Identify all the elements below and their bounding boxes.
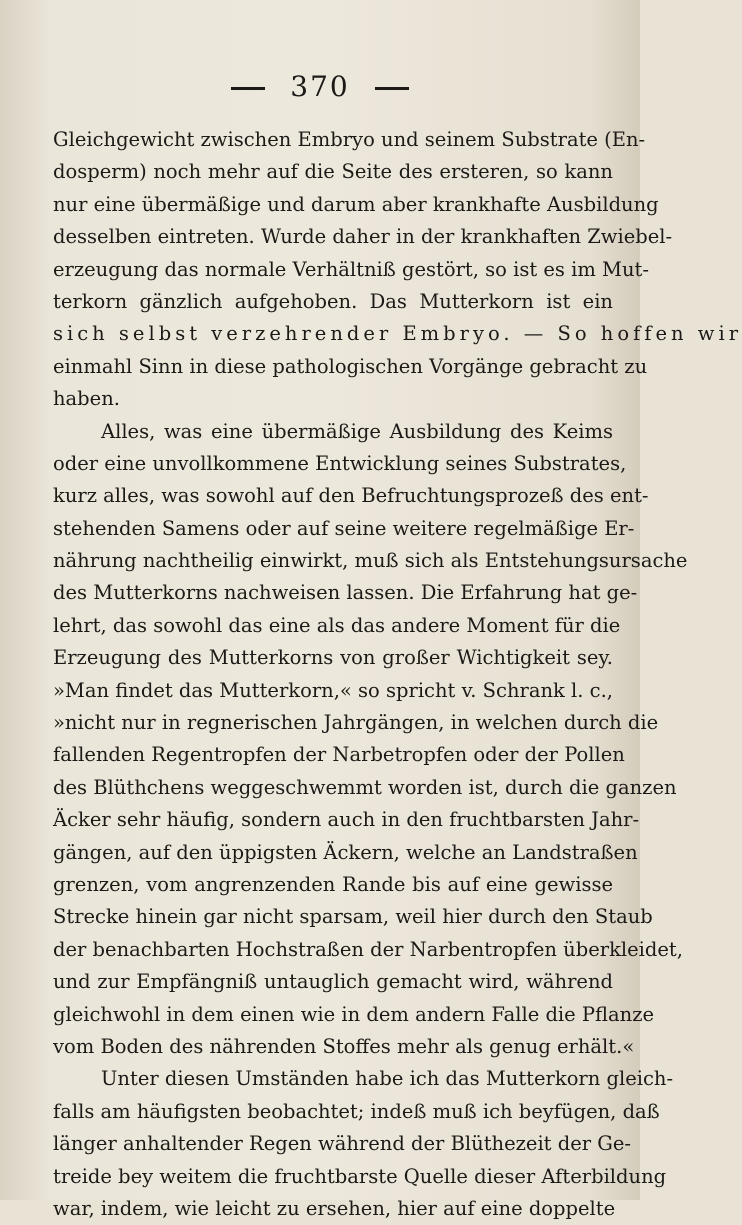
page-header	[0, 70, 640, 103]
text-line: grenzen, vom angrenzenden Rande bis auf eine gewisse	[53, 872, 613, 896]
body-text	[53, 124, 742, 1225]
header-dash-left	[231, 87, 265, 90]
text-line: terkorn gänzlich aufgehoben. Das Mutterkorn ist ein	[53, 289, 613, 313]
text-line: treide bey weitem die fruchtbarste Quelle dieser Afterbildung	[53, 1164, 667, 1188]
text-line: desselben eintreten. Wurde daher in der krankhaften Zwiebel-	[53, 225, 673, 249]
page-number: 370	[290, 70, 350, 103]
text-line: des Mutterkorns nachweisen lassen. Die Erfahrung hat ge-	[53, 581, 638, 605]
text-line: nur eine übermäßige und darum aber krankhafte Ausbildung	[53, 192, 659, 216]
text-line: und zur Empfängniß untauglich gemacht wird, während	[53, 970, 613, 994]
text-line: stehenden Samens oder auf seine weitere regelmäßige Er-	[53, 516, 635, 540]
text-line: haben.	[53, 387, 120, 411]
text-line: falls am häufigsten beobachtet; indeß muß ich beyfügen, daß	[53, 1099, 660, 1123]
text-line: Strecke hinein gar nicht sparsam, weil hier durch den Staub	[53, 905, 653, 929]
text-line: Erzeugung des Mutterkorns von großer Wichtigkeit sey.	[53, 646, 613, 670]
text-line: gleichwohl in dem einen wie in dem andern Falle die Pflanze	[53, 1002, 655, 1026]
header-dash-right	[375, 87, 409, 90]
text-line: war, indem, wie leicht zu ersehen, hier auf eine doppelte	[53, 1196, 616, 1220]
text-line: dosperm) noch mehr auf die Seite des ersteren, so kann	[53, 160, 613, 184]
text-line: länger anhaltender Regen während der Blüthezeit der Ge-	[53, 1132, 631, 1156]
text-line-indented: Alles, was eine übermäßige Ausbildung des Keims	[101, 419, 613, 443]
text-line: der benachbarten Hochstraßen der Narbentropfen überkleidet,	[53, 937, 683, 961]
text-line-emphasis: sich selbst verzehrender Embryo. — So hoffen wir	[53, 322, 742, 346]
text-line: Gleichgewicht zwischen Embryo und seinem Substrate (En-	[53, 128, 646, 151]
text-line: einmahl Sinn in diese pathologischen Vorgänge gebracht zu	[53, 354, 648, 378]
text-line-indented: Unter diesen Umständen habe ich das Mutterkorn gleich-	[101, 1067, 674, 1091]
text-line: Äcker sehr häufig, sondern auch in den fruchtbarsten Jahr-	[53, 808, 640, 832]
text-line: lehrt, das sowohl das eine als das andere Moment für die	[53, 613, 621, 637]
text-line: oder eine unvollkommene Entwicklung seines Substrates,	[53, 451, 627, 475]
text-line: »Man findet das Mutterkorn,« so spricht v. Schrank l. c.,	[53, 678, 613, 702]
text-line: gängen, auf den üppigsten Äckern, welche an Landstraßen	[53, 840, 638, 864]
text-line: »nicht nur in regnerischen Jahrgängen, in welchen durch die	[53, 711, 659, 735]
text-line: fallenden Regentropfen der Narbetropfen oder der Pollen	[53, 743, 625, 767]
text-line: erzeugung das normale Verhältniß gestört, so ist es im Mut-	[53, 257, 649, 281]
text-line: nährung nachtheilig einwirkt, muß sich als Entstehungsursache	[53, 549, 688, 573]
text-line: des Blüthchens weggeschwemmt worden ist, durch die ganzen	[53, 775, 677, 799]
text-line: vom Boden des nährenden Stoffes mehr als genug erhält.«	[53, 1034, 635, 1058]
text-line: kurz alles, was sowohl auf den Befruchtungsprozeß des ent-	[53, 484, 649, 508]
